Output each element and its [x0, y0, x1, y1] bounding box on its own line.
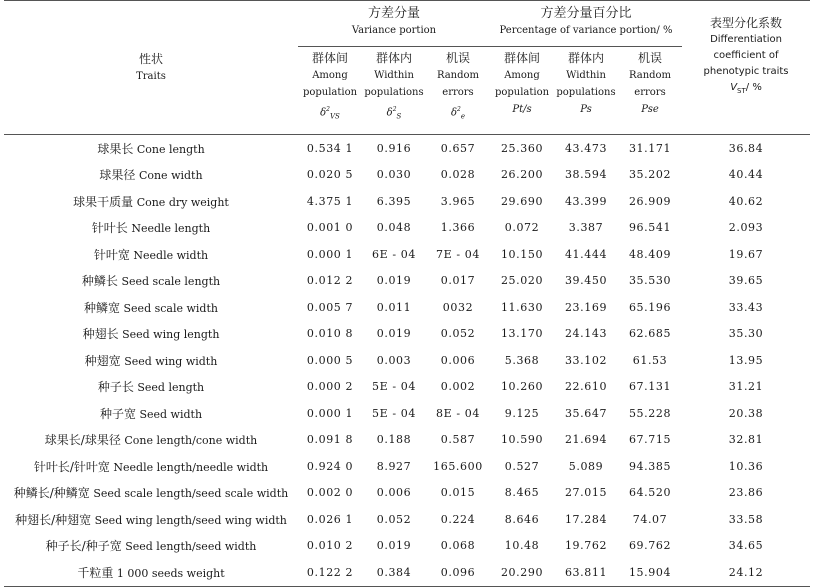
value-cell: 35.30	[728, 327, 764, 341]
value-cell: 0.006	[376, 486, 412, 500]
value-cell: 96.541	[628, 221, 672, 235]
table-row	[4, 215, 810, 242]
sub-header-en1: Random	[628, 70, 672, 81]
value-cell: 5E - 04	[372, 406, 416, 420]
trait-cell	[4, 162, 298, 189]
value-cell: 67.715	[628, 433, 672, 447]
table-row	[4, 135, 810, 162]
sub-header-cn: 群体间	[311, 51, 348, 65]
trait-cell	[4, 533, 298, 560]
trait-cell	[4, 241, 298, 268]
vst-symbol: V	[730, 82, 738, 93]
trait-name-en: Cone dry weight	[136, 195, 229, 209]
trait-name-cn: 针叶宽	[93, 247, 130, 262]
value-cell: 29.690	[500, 194, 544, 208]
value-cell: 0.000 1	[306, 406, 354, 420]
trait-name-en: Seed scale length	[121, 275, 221, 289]
value-cell: 0.019	[376, 539, 412, 553]
trait-name-cn: 种翅宽	[84, 353, 121, 368]
value-cell: 38.594	[564, 168, 608, 182]
value-cell: 15.904	[618, 559, 682, 586]
sub-header-en1: Among	[312, 70, 348, 81]
sub-header-en1: Widthin	[374, 70, 414, 81]
trait-cell	[4, 480, 298, 507]
trait-cell	[4, 294, 298, 321]
sym-sub: VS	[330, 112, 340, 121]
table-row	[4, 374, 810, 401]
value-cell: 33.58	[728, 512, 764, 526]
sub-header-cn: 群体内	[567, 51, 604, 65]
variance-table	[4, 0, 810, 587]
trait-name-en: Seed wing length	[122, 328, 220, 342]
value-cell: 10.260	[500, 380, 544, 394]
value-cell: 0.052	[376, 512, 412, 526]
trait-cell	[4, 400, 298, 427]
percentage-header-cn: 方差分量百分比	[540, 6, 632, 21]
value-cell: 165.600	[433, 459, 483, 473]
value-cell: 9.125	[504, 406, 540, 420]
value-cell: 20.38	[728, 406, 764, 420]
value-cell: 13.95	[728, 353, 764, 367]
value-cell: 41.444	[564, 247, 608, 261]
sub-header-4	[554, 47, 618, 135]
value-cell: 0.002	[440, 380, 476, 394]
sub-header-en2: populations	[364, 87, 424, 98]
sym-text: δ	[320, 107, 327, 119]
table-row	[4, 453, 810, 480]
sub-header-2	[426, 47, 490, 135]
value-cell: 65.196	[628, 300, 672, 314]
vst-unit: / %	[745, 82, 762, 93]
trait-name-en: Cone length	[136, 142, 205, 156]
value-cell: 25.020	[500, 274, 544, 288]
trait-cell	[4, 347, 298, 374]
value-cell: 0032	[442, 300, 474, 314]
sub-header-0	[298, 47, 362, 135]
trait-name-cn: 千粒重	[77, 565, 114, 580]
table-row	[4, 400, 810, 427]
sym-sub: S	[396, 112, 402, 121]
value-cell: 0.026 1	[306, 512, 354, 526]
value-cell: 55.228	[628, 406, 672, 420]
trait-name-en: Seed length	[137, 381, 205, 395]
value-cell: 35.530	[628, 274, 672, 288]
sub-header-en1: Random	[436, 70, 480, 81]
trait-name-en: Seed scale width	[123, 301, 218, 315]
value-cell: 0.005 7	[306, 300, 354, 314]
value-cell: 0.028	[440, 168, 476, 182]
trait-name-en: Cone length/cone width	[124, 434, 258, 448]
value-cell: 0.001 0	[306, 221, 354, 235]
table-row	[4, 241, 810, 268]
value-cell: 62.685	[628, 327, 672, 341]
value-cell: 27.015	[564, 486, 608, 500]
trait-cell	[4, 427, 298, 454]
value-cell: 3.387	[568, 221, 604, 235]
value-cell: 64.520	[628, 486, 672, 500]
value-cell: 0.000 5	[306, 353, 354, 367]
value-cell: 24.143	[564, 327, 608, 341]
variance-header-cn: 方差分量	[367, 6, 420, 21]
percentage-group-header	[490, 1, 682, 47]
diff-header-en-2: coefficient of	[713, 50, 779, 61]
value-cell: 10.590	[500, 433, 544, 447]
value-cell: 0.072	[504, 221, 540, 235]
value-cell: 67.131	[628, 380, 672, 394]
trait-cell	[4, 215, 298, 242]
value-cell: 0.015	[440, 486, 476, 500]
table-body	[4, 135, 810, 587]
value-cell: 33.102	[564, 353, 608, 367]
value-cell: 2.093	[728, 221, 764, 235]
table-row	[4, 188, 810, 215]
trait-name-en: Cone width	[138, 169, 203, 183]
value-cell: 40.62	[728, 194, 764, 208]
trait-name-cn: 球果干质量	[73, 194, 134, 209]
sub-header-symbol: $\delta^2_e$	[450, 106, 465, 121]
sub-header-cn: 群体间	[503, 51, 540, 65]
table-row	[4, 347, 810, 374]
percentage-header-en: Percentage of variance portion/ %	[499, 25, 673, 36]
sub-header-symbol: Ps	[580, 104, 592, 115]
trait-name-cn: 种鳞长/种鳞宽	[13, 486, 90, 501]
value-cell: 33.43	[728, 300, 764, 314]
table-row	[4, 294, 810, 321]
table-row	[4, 321, 810, 348]
value-cell: 8.646	[504, 512, 540, 526]
table-row	[4, 162, 810, 189]
value-cell: 10.150	[500, 247, 544, 261]
value-cell: 61.53	[632, 353, 668, 367]
table-row	[4, 533, 810, 560]
trait-name-cn: 种鳞长	[81, 274, 118, 289]
value-cell: 34.65	[728, 539, 764, 553]
sub-header-1	[362, 47, 426, 135]
sub-header-en2: population	[494, 87, 550, 98]
value-cell: 0.527	[504, 459, 540, 473]
value-cell: 0.052	[440, 327, 476, 341]
value-cell: 0.017	[440, 274, 476, 288]
trait-name-cn: 球果长/球果径	[44, 433, 121, 448]
value-cell: 10.48	[504, 539, 540, 553]
value-cell: 6E - 04	[372, 247, 416, 261]
value-cell: 94.385	[628, 459, 672, 473]
sym-text: δ	[386, 107, 393, 119]
value-cell: 31.21	[728, 380, 764, 394]
value-cell: 0.534 1	[306, 141, 354, 155]
trait-name-cn: 针叶长/针叶宽	[33, 459, 110, 474]
value-cell: 0.068	[440, 539, 476, 553]
table-row	[4, 506, 810, 533]
value-cell: 0.019	[376, 274, 412, 288]
value-cell: 0.924 0	[306, 459, 354, 473]
value-cell: 26.909	[628, 194, 672, 208]
value-cell: 0.010 8	[306, 327, 354, 341]
sub-header-3	[490, 47, 554, 135]
trait-cell	[4, 188, 298, 215]
value-cell: 0.122 2	[298, 559, 362, 586]
value-cell: 5E - 04	[372, 380, 416, 394]
value-cell: 32.81	[728, 433, 764, 447]
sub-header-en2: errors	[634, 87, 666, 98]
table-row	[4, 427, 810, 454]
value-cell: 48.409	[628, 247, 672, 261]
value-cell: 7E - 04	[436, 247, 480, 261]
diff-header-en-4	[682, 80, 810, 99]
trait-cell	[4, 321, 298, 348]
trait-name-en: Seed length/seed width	[125, 540, 257, 554]
sub-header-en2: errors	[442, 87, 474, 98]
vst-subscript: ST	[737, 87, 746, 95]
diff-header-en-1: Differentiation	[710, 34, 782, 45]
trait-name-cn: 种翅长	[82, 327, 119, 342]
value-cell: 0.657	[440, 141, 476, 155]
sub-header-symbol: $\delta^2_S$	[386, 106, 402, 121]
sym-sub: e	[460, 112, 465, 121]
value-cell: 0.020 5	[306, 168, 354, 182]
diff-header	[682, 1, 810, 135]
trait-name-cn: 球果长	[97, 141, 134, 156]
variance-header-en: Variance portion	[351, 25, 437, 36]
trait-cell	[4, 453, 298, 480]
value-cell: 0.012 2	[306, 274, 354, 288]
traits-header-cn: 性状	[138, 51, 163, 66]
value-cell: 0.384	[362, 559, 426, 586]
value-cell: 0.587	[440, 433, 476, 447]
value-cell: 36.84	[728, 141, 764, 155]
value-cell: 0.006	[440, 353, 476, 367]
value-cell: 13.170	[500, 327, 544, 341]
value-cell: 21.694	[564, 433, 608, 447]
trait-name-en: Needle length	[131, 222, 211, 236]
value-cell: 39.450	[564, 274, 608, 288]
value-cell: 35.647	[564, 406, 608, 420]
trait-name-en: Seed wing length/seed wing width	[94, 513, 287, 527]
value-cell: 43.473	[564, 141, 608, 155]
value-cell: 19.762	[564, 539, 608, 553]
value-cell: 20.290	[490, 559, 554, 586]
value-cell: 39.65	[728, 274, 764, 288]
value-cell: 0.010 2	[306, 539, 354, 553]
sub-header-cn: 群体内	[375, 51, 412, 65]
value-cell: 0.048	[376, 221, 412, 235]
value-cell: 0.188	[376, 433, 412, 447]
trait-cell	[4, 506, 298, 533]
trait-cell	[4, 268, 298, 295]
value-cell: 24.12	[682, 559, 810, 586]
trait-name-en: Needle width	[133, 248, 209, 262]
trait-name-cn: 球果径	[99, 168, 136, 183]
sub-header-5	[618, 47, 682, 135]
value-cell: 10.36	[728, 459, 764, 473]
table-row	[4, 268, 810, 295]
trait-cell	[4, 374, 298, 401]
value-cell: 0.000 1	[306, 247, 354, 261]
sub-header-cn: 机误	[445, 51, 470, 65]
trait-cell	[4, 135, 298, 162]
value-cell: 40.44	[728, 168, 764, 182]
traits-header-en: Traits	[136, 70, 166, 82]
sub-header-en2: populations	[556, 87, 616, 98]
value-cell: 19.67	[728, 247, 764, 261]
trait-name-en: Seed width	[139, 407, 203, 421]
value-cell: 5.368	[504, 353, 540, 367]
value-cell: 8.927	[376, 459, 412, 473]
value-cell: 0.000 2	[306, 380, 354, 394]
trait-name-en: 1 000 seeds weight	[116, 566, 225, 580]
value-cell: 1.366	[440, 221, 476, 235]
value-cell: 25.360	[500, 141, 544, 155]
sub-header-symbol: $\delta^2_{VS}$	[320, 106, 340, 121]
sub-header-en1: Among	[504, 70, 540, 81]
value-cell: 0.916	[376, 141, 412, 155]
trait-cell	[4, 559, 298, 586]
value-cell: 8E - 04	[436, 406, 480, 420]
value-cell: 69.762	[628, 539, 672, 553]
variance-group-header	[298, 1, 490, 47]
value-cell: 63.811	[554, 559, 618, 586]
trait-name-en: Seed wing width	[124, 354, 218, 368]
value-cell: 3.965	[440, 194, 476, 208]
value-cell: 6.395	[376, 194, 412, 208]
trait-name-en: Seed scale length/seed scale width	[93, 487, 289, 501]
table-row	[4, 480, 810, 507]
trait-name-cn: 种翅长/种翅宽	[15, 512, 92, 527]
value-cell: 22.610	[564, 380, 608, 394]
value-cell: 0.003	[376, 353, 412, 367]
trait-name-cn: 种子长/种子宽	[45, 539, 122, 554]
trait-name-cn: 针叶长	[91, 221, 128, 236]
diff-header-cn: 表型分化系数	[710, 16, 783, 30]
sub-header-cn: 机误	[638, 51, 663, 65]
value-cell: 0.011	[376, 300, 412, 314]
value-cell: 23.86	[728, 486, 764, 500]
value-cell: 0.224	[440, 512, 476, 526]
diff-header-en-3: phenotypic traits	[703, 66, 789, 77]
trait-name-cn: 种子宽	[99, 406, 136, 421]
value-cell: 0.002 0	[306, 486, 354, 500]
trait-name-cn: 种子长	[97, 380, 134, 395]
sub-header-symbol: Pse	[641, 104, 659, 115]
table-row	[4, 559, 810, 586]
value-cell: 0.019	[376, 327, 412, 341]
value-cell: 26.200	[500, 168, 544, 182]
value-cell: 74.07	[632, 512, 668, 526]
value-cell: 4.375 1	[306, 194, 354, 208]
sym-text: δ	[450, 107, 458, 119]
value-cell: 43.399	[564, 194, 608, 208]
value-cell: 0.030	[376, 168, 412, 182]
value-cell: 5.089	[568, 459, 604, 473]
value-cell: 17.284	[564, 512, 608, 526]
value-cell: 11.630	[500, 300, 544, 314]
traits-header	[4, 1, 298, 135]
trait-name-en: Needle length/needle width	[113, 460, 269, 474]
value-cell: 8.465	[504, 486, 540, 500]
sub-header-en2: population	[302, 87, 358, 98]
value-cell: 31.171	[628, 141, 672, 155]
value-cell: 0.096	[426, 559, 490, 586]
sub-header-en1: Widthin	[566, 70, 606, 81]
value-cell: 35.202	[628, 168, 672, 182]
value-cell: 0.091 8	[306, 433, 354, 447]
sub-header-symbol: Pt/s	[512, 104, 532, 115]
value-cell: 23.169	[564, 300, 608, 314]
trait-name-cn: 种鳞宽	[84, 300, 121, 315]
